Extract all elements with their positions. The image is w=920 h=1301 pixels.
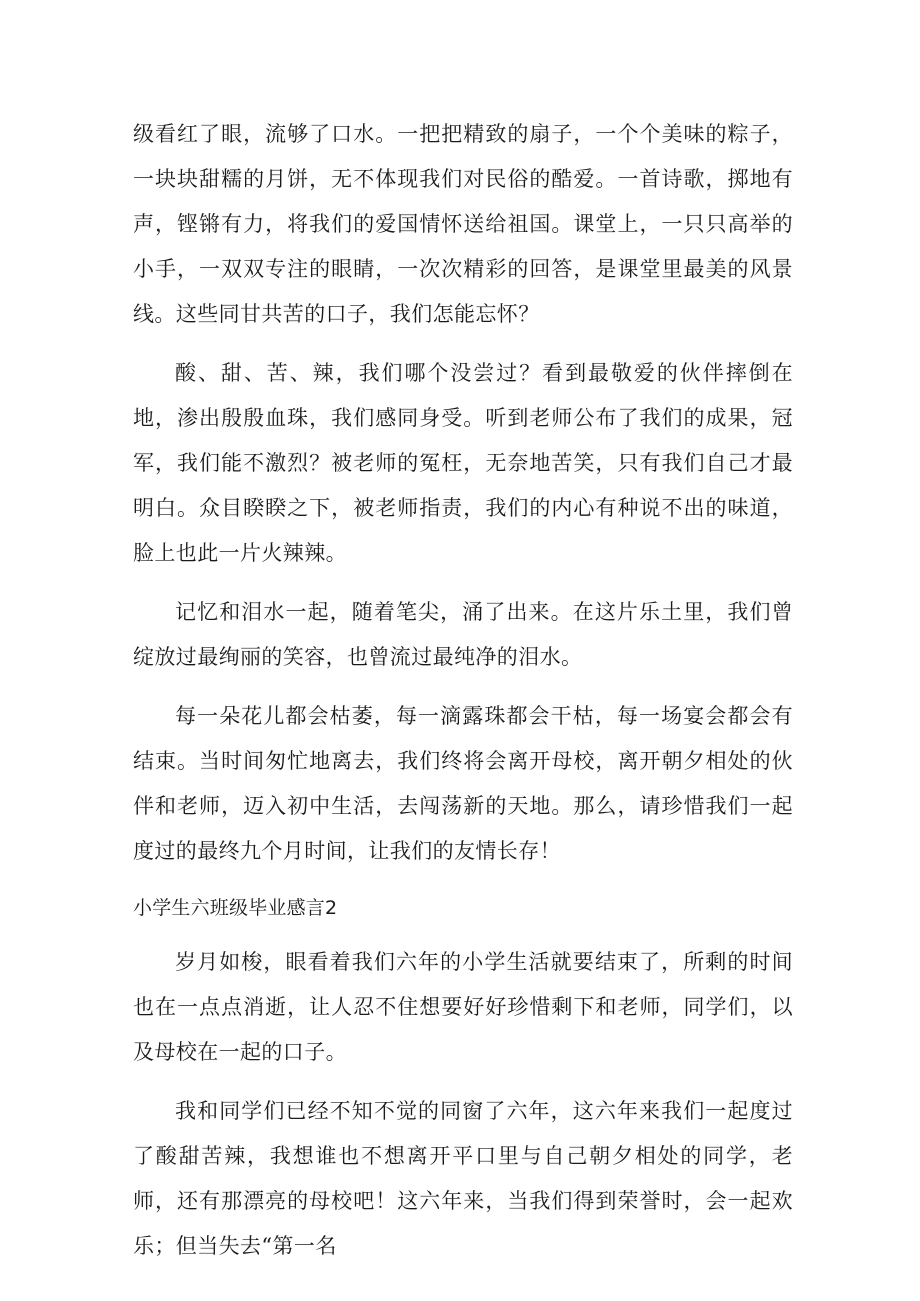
paragraph-6: 我和同学们已经不知不觉的同窗了六年，这六年来我们一起度过了酸甜苦辣，我想谁也不想离开平口里与自己朝夕相处的同学，老师，还有那漂亮的母校吧！这六年来，当我们得到荣誉时，会一起欢乐；但当失去“第一名 xyxy=(133,1099,793,1258)
paragraph-3: 记忆和泪水一起，随着笔尖，涌了出来。在这片乐土里，我们曾绽放过最绚丽的笑容，也曾流过最纯净的泪水。 xyxy=(133,600,793,669)
paragraph-2: 酸、甜、苦、辣，我们哪个没尝过？看到最敬爱的伙伴摔倒在地，渗出殷殷血珠，我们感同身受。听到老师公布了我们的成果，冠军，我们能不激烈？被老师的冤枉，无奈地苦笑，只有我们自己才最明白。众目睽睽之下，被老师指责，我们的内心有种说不出的味道，脸上也此一片火辣辣。 xyxy=(133,361,793,565)
paragraph-5: 岁月如梭，眼看着我们六年的小学生活就要结束了，所剩的时间也在一点点消逝，让人忍不住想要好好珍惜剩下和老师，同学们，以及母校在一起的口子。 xyxy=(133,950,793,1064)
paragraph-1: 级看红了眼，流够了口水。一把把精致的扇子，一个个美味的粽子，一块块甜糯的月饼，无不体现我们对民俗的酷爱。一首诗歌，掷地有声，铿锵有力，将我们的爱国情怀送给祖国。课堂上，一只只高举的小手，一双双专注的眼睛，一次次精彩的回答，是课堂里最美的风景线。这些同甘共苦的口子，我们怎能忘怀？ xyxy=(133,122,793,326)
document-body xyxy=(133,112,793,1283)
section-heading: 小学生六班级毕业感言2 xyxy=(133,897,338,919)
paragraph-4: 每一朵花儿都会枯萎，每一滴露珠都会干枯，每一场宴会都会有结束。当时间匆忙地离去，我们终将会离开母校，离开朝夕相处的伙伴和老师，迈入初中生活，去闯荡新的天地。那么，请珍惜我们一起度过的最终九个月时间，让我们的友情长存！ xyxy=(133,704,793,863)
